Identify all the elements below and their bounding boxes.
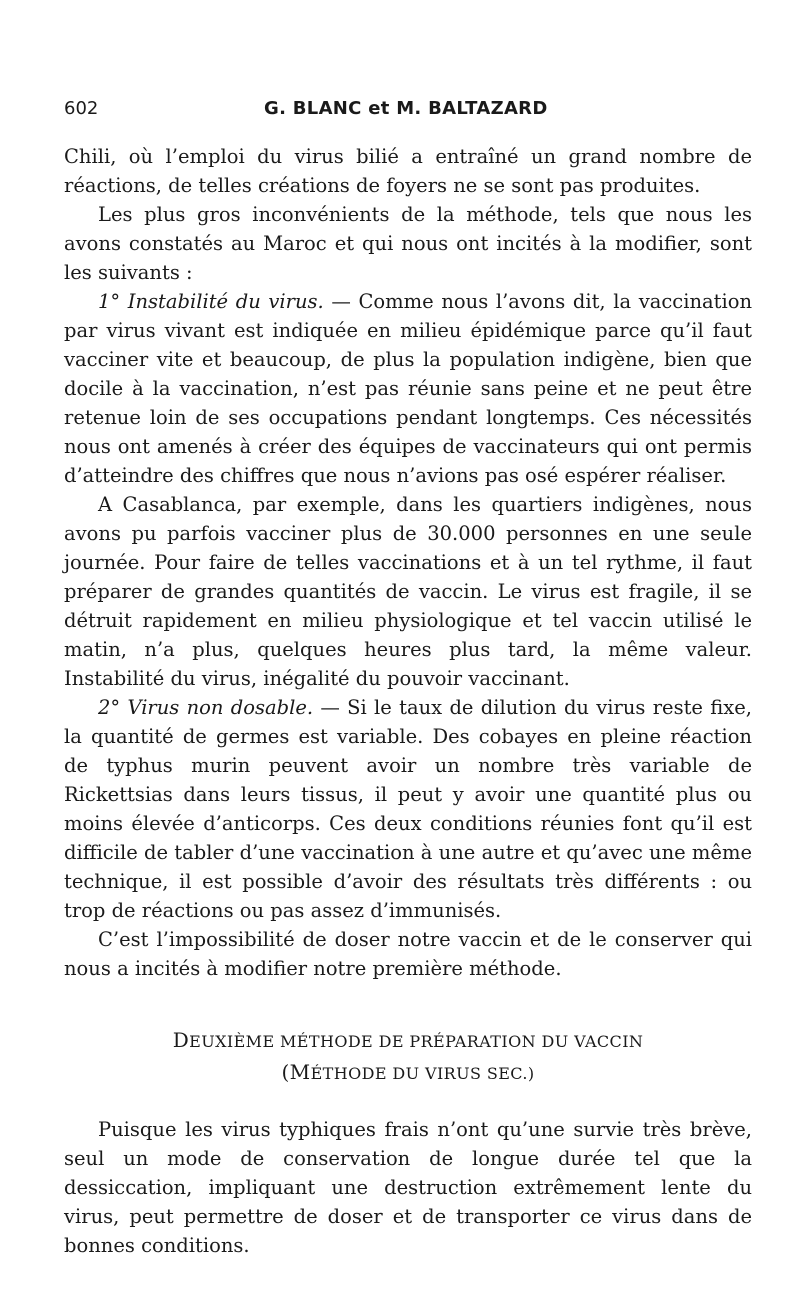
page-header xyxy=(64,98,754,128)
paragraph-continuation: Chili, où l’emploi du virus bilié a entraîné un grand nombre de réactions, de telles créations de foyers ne se sont pas produites. xyxy=(64,145,752,197)
paragraph-impossibilite: C’est l’impossibilité de doser notre vaccin et de le conserver qui nous a incités à modifier notre première méthode. xyxy=(64,928,752,980)
section-heading xyxy=(64,1025,752,1089)
section-subheading-rest: ÉTHODE DU VIRUS SEC.) xyxy=(310,1064,535,1083)
paragraph-instabilite xyxy=(64,287,752,490)
section-heading-rest: EUXIÈME MÉTHODE DE PRÉPARATION DU VACCIN xyxy=(189,1032,644,1051)
paragraph-instabilite-text: — Comme nous l’avons dit, la vaccination par virus vivant est indiquée en milieu épidémique parce qu’il faut vacciner vite et beaucoup, de plus la population indigène, bien que docile à la vaccination, n’est pas réunie sans peine et ne peut être retenue loin de ses occupations pendant longtemps. Ces nécessités nous ont amenés à créer des équipes de vaccinateurs qui ont permis d’atteindre des chiffres que nous n’avions pas osé espérer réaliser. xyxy=(64,290,753,487)
paragraph-dessiccation: Puisque les virus typhiques frais n’ont qu’une survie très brève, seul un mode de conservation de longue durée tel que la dessiccation, impliquant une destruction extrêmement lente du virus, peut permettre de doser et de transporter ce virus dans de bonnes conditions. xyxy=(64,1118,752,1257)
section-subheading-initial: (M xyxy=(281,1060,311,1084)
running-title: G. BLANC et M. BALTAZARD xyxy=(264,98,548,119)
page-number: 602 xyxy=(64,98,99,119)
section-heading-line-1 xyxy=(64,1025,752,1057)
paragraph-casablanca: A Casablanca, par exemple, dans les quartiers indigènes, nous avons pu parfois vacciner plus de 30.000 personnes en une seule journée. Pour faire de telles vaccinations et à un tel rythme, il faut préparer de grandes quantités de vaccin. Le virus est fragile, il se détruit rapidement en milieu physiologique et tel vaccin utilisé le matin, n’a plus, quelques heures plus tard, la même valeur. Instabilité du virus, inégalité du pouvoir vaccinant. xyxy=(64,493,752,690)
paragraph-lead-non-dosable: 2° Virus non dosable. xyxy=(98,696,314,719)
paragraph-lead-instabilite: 1° Instabilité du virus. xyxy=(98,290,324,313)
paragraph-non-dosable-text: — Si le taux de dilution du virus reste fixe, la quantité de germes est variable. Des cobayes en pleine réaction de typhus murin peuvent avoir un nombre très variable de Rickettsias dans leurs tissus, il peut y avoir une quantité plus ou moins élevée d’anticorps. Ces deux conditions réunies font qu’il est difficile de tabler d’une vaccination à une autre et qu’avec une même technique, il est possible d’avoir des résultats très différents : ou trop de réactions ou pas assez d’immunisés. xyxy=(64,696,752,922)
body-text xyxy=(64,142,752,1260)
section-heading-line-2 xyxy=(64,1057,752,1089)
section-heading-initial: D xyxy=(172,1028,190,1052)
paragraph-non-dosable xyxy=(64,693,752,925)
paragraph-inconvenients: Les plus gros inconvénients de la méthode, tels que nous les avons constatés au Maroc et qui nous ont incités à la modifier, sont les suivants : xyxy=(64,203,752,284)
